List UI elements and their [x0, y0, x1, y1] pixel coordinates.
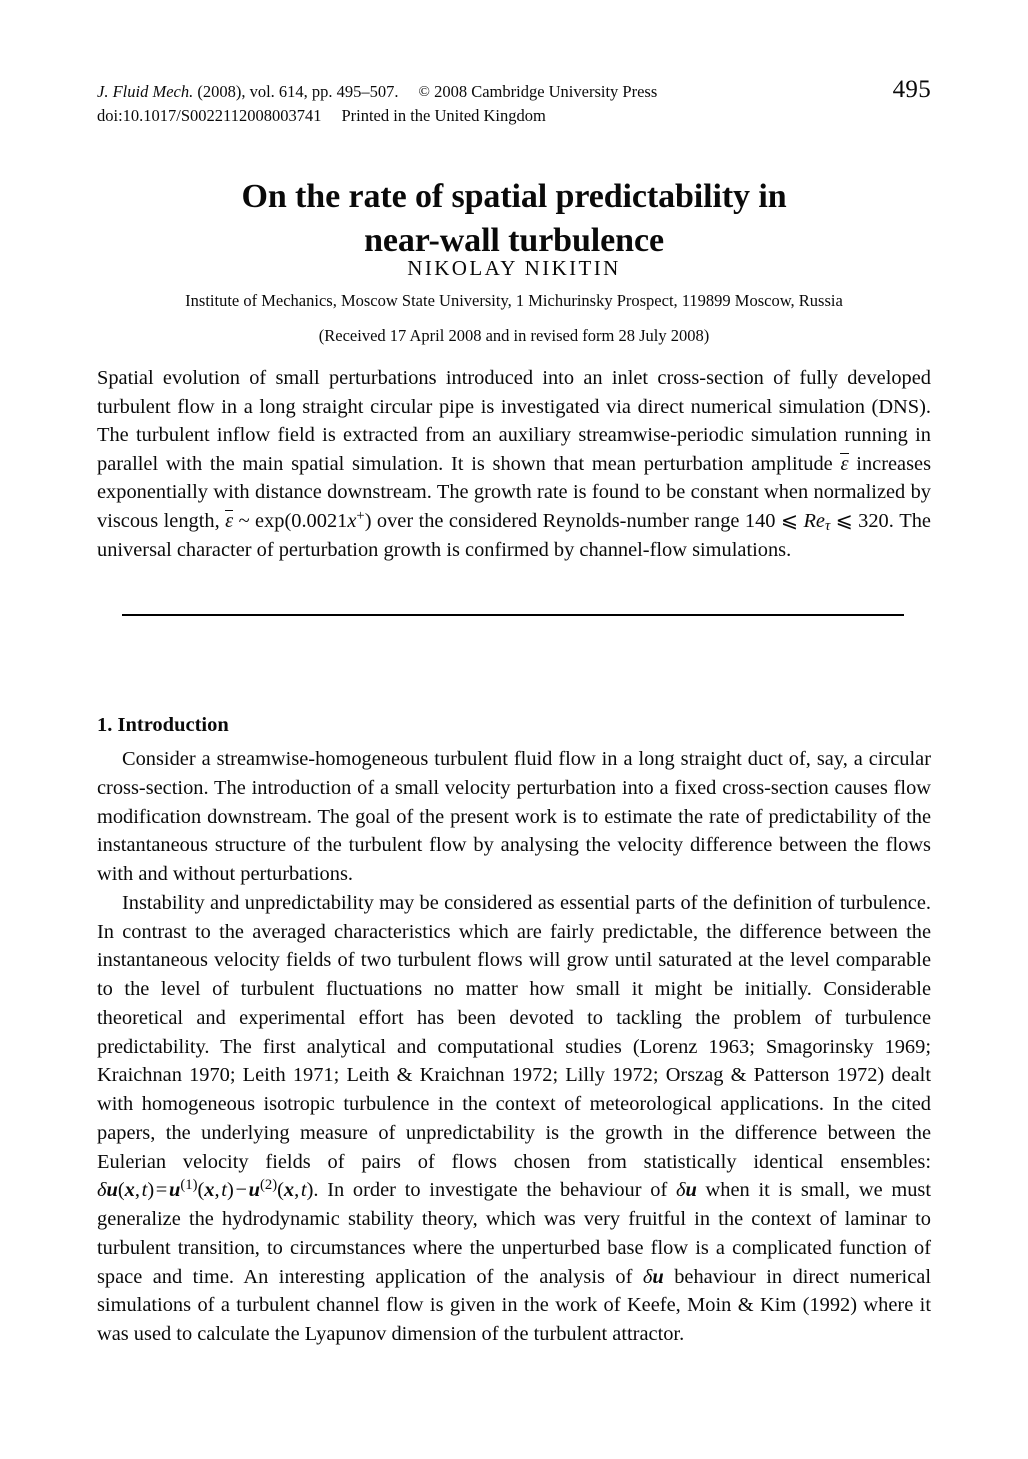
- received-date: (Received 17 April 2008 and in revised form 28 July 2008): [318, 326, 710, 345]
- paragraph-1-text: Consider a streamwise-homogeneous turbulent fluid flow in a long straight duct of, say, a circular cross-section. The introduction of a small velocity perturbation into a fixed cross-section causes flow modification downstream. The goal of the present work is to estimate the rate of predictability of the instantaneous structure of the turbulent flow by analysing the velocity difference between the flows with and without perturbations.: [97, 748, 931, 885]
- title-line-1: On the rate of spatial predictability in: [241, 177, 787, 215]
- delta-symbol-2: δ: [675, 1179, 686, 1202]
- abstract-part-1: Spatial evolution of small perturbations introduced into an inlet cross-section of fully developed turbulent flow in a long straight circular pipe is investigated via direct numerical simulation (DNS). The turbulent inflow field is extracted from an auxiliary streamwise-periodic simulation running in parallel with the main spatial simulation. It is shown that mean perturbation amplitude: [97, 367, 931, 475]
- paragraph-2-part-a: Instability and unpredictability may be considered as essential parts of the definition of turbulence. In contrast to the averaged characteristics which are fairly predictable, the difference between the instantaneous velocity fields of two turbulent flows will grow until saturated at the level comparable to the level of turbulent fluctuations no matter how small it might be initially. Considerable theoretical and experimental effort has been devoted to tackling the problem of turbulence predictability. The first analytical and computational studies (Lorenz 1963; Smagorinsky 1969; Kraichnan 1970; Leith 1971; Leith & Kraichnan 1972; Lilly 1972; Orszag & Patterson 1972) dealt with homogeneous isotropic turbulence in the context of meteorological applications. In the cited papers, the underlying measure of unpredictability is the growth in the difference between the Eulerian velocity fields of pairs of flows chosen from statistically identical ensembles:: [97, 891, 931, 1173]
- paragraph-2: [97, 889, 931, 1349]
- printed-in-text: Printed in the United Kingdom: [341, 106, 546, 125]
- u-vector-symbol-1: u: [169, 1179, 181, 1202]
- delta-u-inline-2: [643, 1266, 664, 1288]
- paragraph-2-part-b: . In order to investigate the behaviour of: [313, 1179, 676, 1202]
- abstract-divider: [122, 614, 904, 616]
- copyright-icon: ©: [418, 84, 430, 100]
- author-name: NIKOLAY NIKITIN: [407, 256, 621, 280]
- superscript-one: (1): [180, 1177, 198, 1194]
- abstract-part-3: ) over the considered Reynolds-number range: [364, 509, 745, 532]
- x-vector-symbol-3: x: [283, 1179, 295, 1202]
- abstract-plus-superscript: +: [356, 507, 365, 524]
- page-title: [97, 175, 931, 263]
- delta-symbol-3: δ: [642, 1265, 653, 1288]
- u-vector-symbol-4: u: [652, 1265, 664, 1288]
- section-heading-introduction: [97, 712, 931, 738]
- x-vector-symbol: x: [124, 1179, 135, 1202]
- abstract-re-tau-subscript: τ: [824, 518, 831, 535]
- abstract-growth-relation: ~ exp(0.0021: [238, 509, 348, 532]
- abstract-epsilon-bar-symbol-2: ε: [225, 509, 234, 532]
- section-title: Introduction: [117, 714, 229, 736]
- u-vector-symbol-2: u: [248, 1179, 260, 1202]
- x-vector-symbol-2: x: [204, 1179, 215, 1202]
- abstract-re-lower: 140 ⩽: [744, 509, 804, 532]
- paragraph-2-part-d: behaviour in direct numerical simulations of a turbulent channel flow is given in the work of Keefe, Moin & Kim (1992) where it was used to calculate the Lyapunov dimension of the turbulent attractor.: [97, 1265, 931, 1345]
- journal-masthead: [97, 76, 931, 128]
- superscript-two: (2): [260, 1177, 278, 1194]
- issue-info: (2008), vol. 614, pp. 495–507.: [197, 82, 399, 101]
- section-number: 1.: [97, 714, 113, 736]
- u-vector-symbol-3: u: [685, 1179, 697, 1202]
- doi-text: doi:10.1017/S0022112008003741: [97, 106, 322, 125]
- abstract-re-symbol: Re: [803, 509, 825, 532]
- masthead-line-1: [97, 80, 931, 104]
- abstract-text: [97, 364, 931, 564]
- abstract-epsilon-bar-symbol: ε: [840, 452, 849, 475]
- delta-u-equation: δu(x, t) = $u^{(1)}(x$, t) − $u^{(2)}(x$, t): [97, 1177, 314, 1202]
- copyright-text: 2008 Cambridge University Press: [434, 82, 658, 101]
- title-line-2: near-wall turbulence: [364, 221, 664, 259]
- abstract-part-2: increases exponentially with distance downstream. The growth rate is found to be constant when normalized by viscous length,: [97, 452, 932, 532]
- journal-name: J. Fluid Mech.: [97, 82, 194, 101]
- u-vector-symbol: u: [106, 1179, 118, 1202]
- delta-symbol: δ: [97, 1179, 107, 1202]
- abstract-part-4: . The universal character of perturbation growth is confirmed by channel-flow simulations.: [97, 509, 931, 561]
- paragraph-1: [97, 745, 931, 889]
- t-symbol-3: t: [300, 1179, 307, 1202]
- t-symbol-2: t: [221, 1179, 227, 1202]
- author-affiliation: Institute of Mechanics, Moscow State University, 1 Michurinsky Prospect, 119899 Moscow, Russia: [185, 291, 843, 310]
- body-text: [97, 745, 931, 1349]
- masthead-line-2: [97, 104, 931, 128]
- abstract-x-symbol: x: [347, 509, 357, 532]
- delta-u-inline-1: [676, 1179, 697, 1201]
- t-symbol: t: [141, 1179, 148, 1202]
- abstract-re-upper: ⩽ 320: [830, 509, 889, 532]
- page-number: 495: [892, 76, 931, 103]
- paragraph-2-part-c: when it is small, we must generalize the hydrodynamic stability theory, which was very fruitful in the context of laminar to turbulent transition, to circumstances where the unperturbed base flow is a complicated function of space and time. An interesting application of the analysis of: [97, 1179, 932, 1288]
